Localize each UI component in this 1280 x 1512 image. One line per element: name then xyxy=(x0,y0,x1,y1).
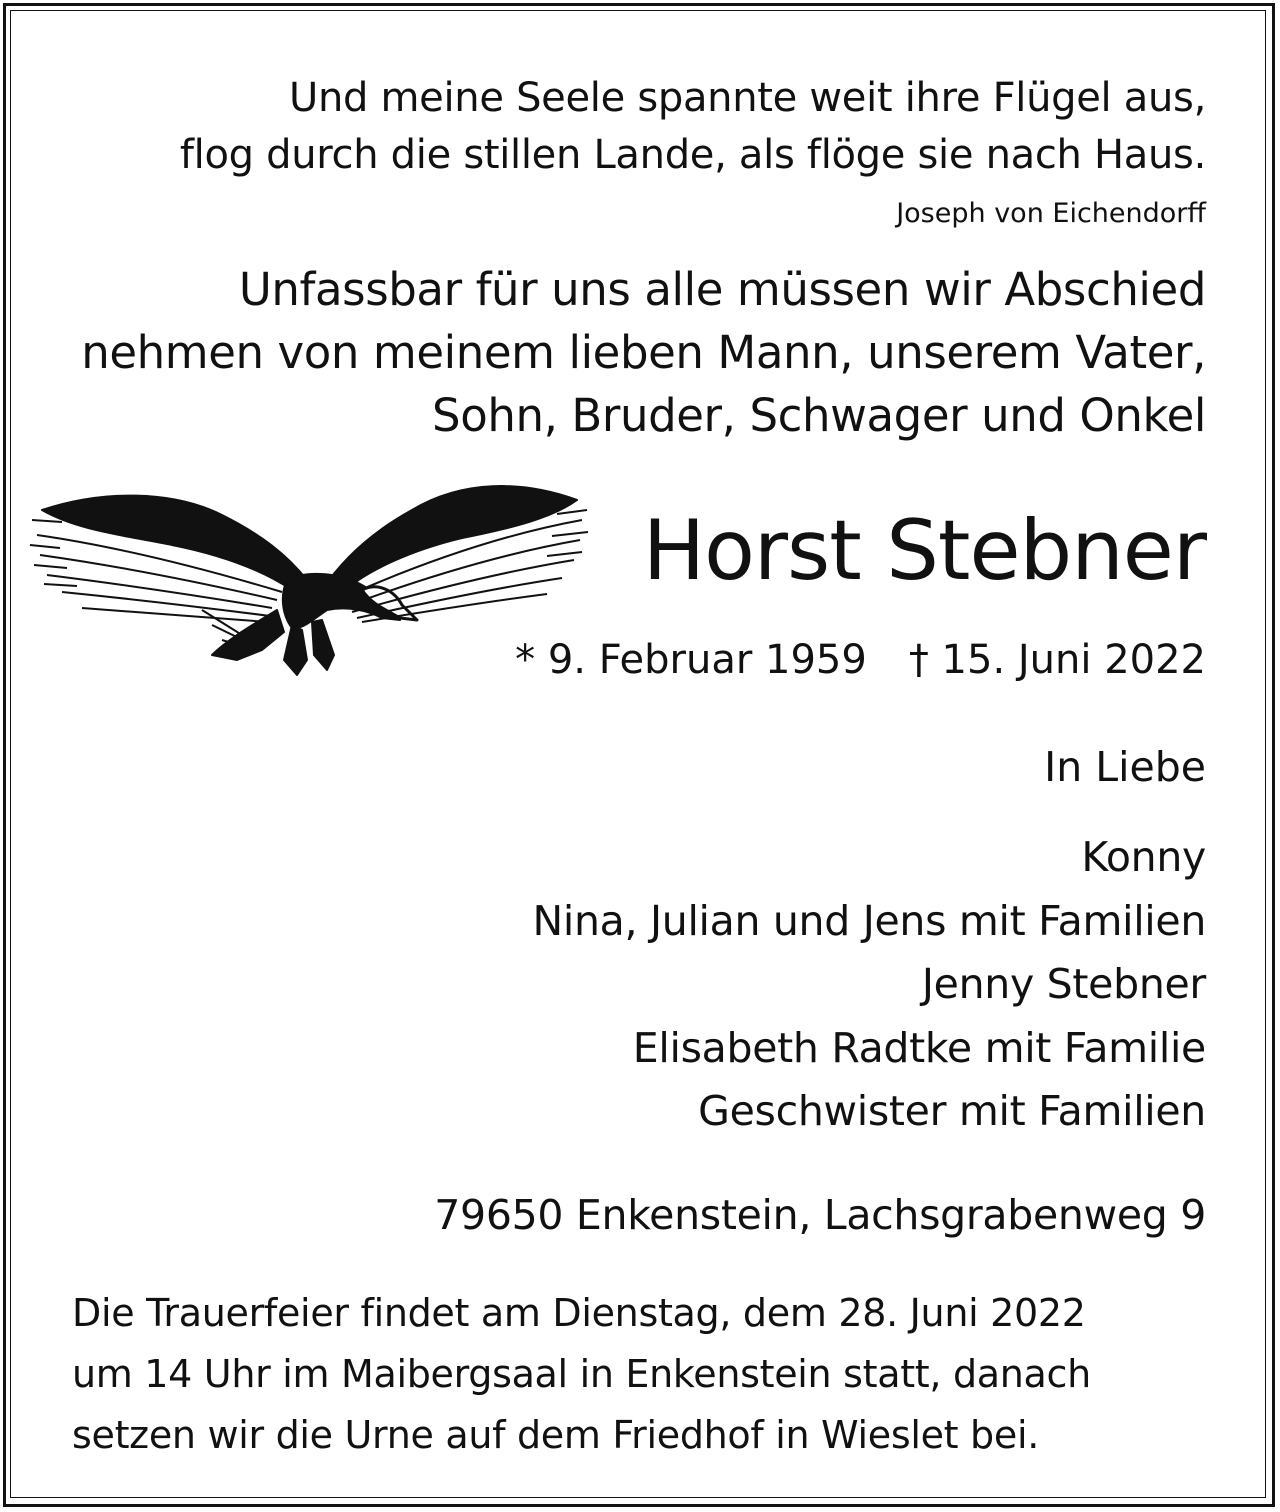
family-member: Elisabeth Radtke mit Familie xyxy=(632,1023,1206,1072)
family-member: Geschwister mit Familien xyxy=(698,1087,1206,1135)
family-member: Jenny Stebner xyxy=(921,960,1206,1008)
intro-line: nehmen von meinem lieben Mann, unserem Vater, xyxy=(81,326,1206,379)
life-dates xyxy=(515,632,1206,688)
intro-line: Sohn, Bruder, Schwager und Onkel xyxy=(432,389,1206,442)
deceased-name: Horst Stebner xyxy=(642,502,1206,599)
death-date: † 15. Juni 2022 xyxy=(908,637,1206,683)
service-line: Die Trauerfeier findet am Dienstag, dem 28. Juni 2022 xyxy=(72,1291,1086,1335)
family-member: Konny xyxy=(1081,833,1206,881)
intro-line: Unfassbar für uns alle müssen wir Abschied xyxy=(238,263,1206,316)
family-list xyxy=(533,826,1206,1144)
service-line: setzen wir die Urne auf dem Friedhof in Wieslet bei. xyxy=(72,1413,1039,1457)
poem-quote xyxy=(180,70,1206,184)
service-line: um 14 Uhr im Maibergsaal in Enkenstein statt, danach xyxy=(72,1352,1091,1396)
family-member: Nina, Julian und Jens mit Familien xyxy=(532,896,1206,945)
closing-phrase: In Liebe xyxy=(1044,743,1206,791)
birth-date: * 9. Februar 1959 xyxy=(515,637,867,683)
intro-text xyxy=(81,258,1206,447)
service-info xyxy=(72,1283,1091,1466)
address: 79650 Enkenstein, Lachsgrabenweg 9 xyxy=(434,1191,1206,1239)
poem-author: Joseph von Eichendorff xyxy=(896,198,1206,229)
poem-line: flog durch die stillen Lande, als flöge sie nach Haus. xyxy=(179,132,1206,178)
poem-line: Und meine Seele spannte weit ihre Flügel aus, xyxy=(288,75,1206,121)
eagle-icon xyxy=(22,460,592,685)
